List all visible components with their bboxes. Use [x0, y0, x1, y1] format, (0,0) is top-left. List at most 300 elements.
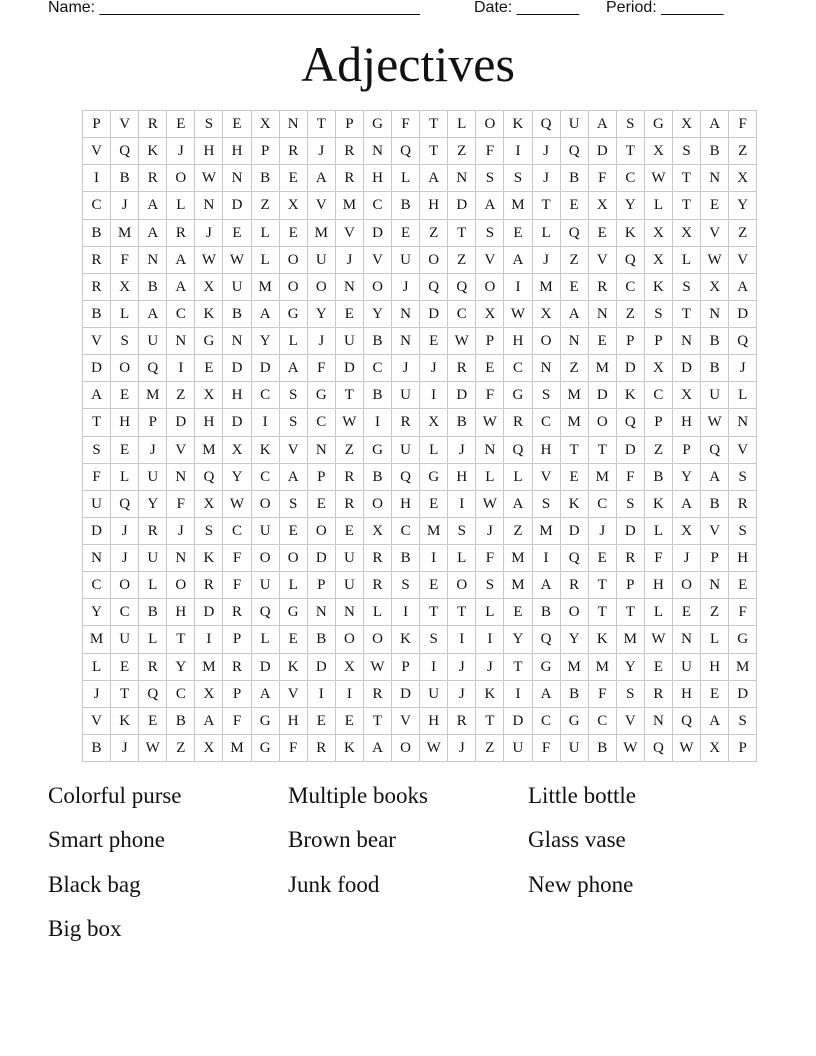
grid-cell[interactable]: G: [279, 599, 307, 626]
grid-cell[interactable]: B: [392, 545, 420, 572]
grid-cell[interactable]: W: [701, 409, 729, 436]
grid-cell[interactable]: A: [139, 219, 167, 246]
grid-cell[interactable]: P: [251, 138, 279, 165]
grid-cell[interactable]: P: [223, 626, 251, 653]
grid-cell[interactable]: Z: [476, 734, 504, 761]
grid-cell[interactable]: O: [476, 273, 504, 300]
grid-cell[interactable]: H: [420, 707, 448, 734]
grid-cell[interactable]: U: [251, 517, 279, 544]
grid-cell[interactable]: P: [616, 328, 644, 355]
grid-cell[interactable]: M: [560, 409, 588, 436]
grid-cell[interactable]: X: [644, 355, 672, 382]
name-field-label[interactable]: Name: ____________________________________: [48, 0, 420, 16]
grid-cell[interactable]: Q: [560, 545, 588, 572]
grid-cell[interactable]: F: [588, 680, 616, 707]
grid-cell[interactable]: I: [363, 409, 391, 436]
grid-cell[interactable]: P: [307, 463, 335, 490]
grid-cell[interactable]: B: [588, 734, 616, 761]
grid-cell[interactable]: K: [616, 219, 644, 246]
grid-cell[interactable]: L: [111, 300, 139, 327]
grid-cell[interactable]: I: [195, 626, 223, 653]
grid-cell[interactable]: B: [83, 219, 111, 246]
grid-cell[interactable]: E: [111, 382, 139, 409]
grid-cell[interactable]: C: [251, 463, 279, 490]
grid-cell[interactable]: V: [701, 517, 729, 544]
grid-cell[interactable]: U: [83, 490, 111, 517]
grid-cell[interactable]: R: [83, 246, 111, 273]
grid-cell[interactable]: K: [195, 300, 223, 327]
grid-cell[interactable]: J: [307, 138, 335, 165]
grid-cell[interactable]: E: [644, 653, 672, 680]
grid-cell[interactable]: F: [476, 382, 504, 409]
grid-cell[interactable]: T: [588, 436, 616, 463]
grid-cell[interactable]: S: [476, 219, 504, 246]
grid-cell[interactable]: E: [279, 517, 307, 544]
grid-cell[interactable]: N: [588, 300, 616, 327]
grid-cell[interactable]: A: [672, 490, 700, 517]
grid-cell[interactable]: O: [476, 111, 504, 138]
grid-cell[interactable]: Z: [504, 517, 532, 544]
grid-cell[interactable]: O: [279, 246, 307, 273]
grid-cell[interactable]: O: [560, 599, 588, 626]
grid-cell[interactable]: T: [335, 382, 363, 409]
grid-cell[interactable]: J: [392, 355, 420, 382]
grid-cell[interactable]: S: [616, 680, 644, 707]
grid-cell[interactable]: K: [560, 490, 588, 517]
grid-cell[interactable]: K: [195, 545, 223, 572]
grid-cell[interactable]: E: [279, 165, 307, 192]
grid-cell[interactable]: E: [560, 273, 588, 300]
grid-cell[interactable]: R: [729, 490, 757, 517]
grid-cell[interactable]: D: [729, 300, 757, 327]
grid-cell[interactable]: G: [644, 111, 672, 138]
grid-cell[interactable]: R: [223, 599, 251, 626]
grid-cell[interactable]: F: [476, 138, 504, 165]
grid-cell[interactable]: B: [363, 328, 391, 355]
grid-cell[interactable]: B: [363, 382, 391, 409]
grid-cell[interactable]: R: [335, 463, 363, 490]
grid-cell[interactable]: K: [392, 626, 420, 653]
grid-cell[interactable]: G: [532, 653, 560, 680]
grid-cell[interactable]: V: [335, 219, 363, 246]
grid-cell[interactable]: L: [83, 653, 111, 680]
grid-cell[interactable]: U: [139, 463, 167, 490]
grid-cell[interactable]: W: [223, 246, 251, 273]
grid-cell[interactable]: H: [672, 680, 700, 707]
grid-cell[interactable]: Z: [729, 138, 757, 165]
grid-cell[interactable]: Z: [701, 599, 729, 626]
grid-cell[interactable]: H: [195, 138, 223, 165]
grid-cell[interactable]: X: [644, 246, 672, 273]
grid-cell[interactable]: F: [279, 734, 307, 761]
grid-cell[interactable]: E: [139, 707, 167, 734]
grid-cell[interactable]: O: [251, 490, 279, 517]
grid-cell[interactable]: O: [448, 572, 476, 599]
grid-cell[interactable]: Z: [560, 355, 588, 382]
grid-cell[interactable]: D: [83, 355, 111, 382]
grid-cell[interactable]: S: [729, 707, 757, 734]
grid-cell[interactable]: N: [560, 328, 588, 355]
grid-cell[interactable]: C: [83, 192, 111, 219]
grid-cell[interactable]: O: [363, 626, 391, 653]
grid-cell[interactable]: U: [335, 545, 363, 572]
grid-cell[interactable]: C: [504, 355, 532, 382]
grid-cell[interactable]: M: [251, 273, 279, 300]
grid-cell[interactable]: A: [139, 192, 167, 219]
grid-cell[interactable]: J: [448, 734, 476, 761]
grid-cell[interactable]: Q: [420, 273, 448, 300]
grid-cell[interactable]: J: [392, 273, 420, 300]
grid-cell[interactable]: X: [195, 382, 223, 409]
grid-cell[interactable]: Y: [223, 463, 251, 490]
period-field-label[interactable]: Period: _______: [606, 0, 724, 16]
grid-cell[interactable]: X: [729, 165, 757, 192]
grid-cell[interactable]: N: [729, 409, 757, 436]
grid-cell[interactable]: W: [644, 626, 672, 653]
grid-cell[interactable]: C: [167, 300, 195, 327]
grid-cell[interactable]: J: [335, 246, 363, 273]
grid-cell[interactable]: E: [476, 355, 504, 382]
grid-cell[interactable]: M: [532, 273, 560, 300]
grid-cell[interactable]: S: [476, 165, 504, 192]
grid-cell[interactable]: V: [307, 192, 335, 219]
grid-cell[interactable]: Q: [672, 707, 700, 734]
grid-cell[interactable]: T: [448, 219, 476, 246]
grid-cell[interactable]: J: [167, 138, 195, 165]
grid-cell[interactable]: K: [251, 436, 279, 463]
grid-cell[interactable]: B: [644, 463, 672, 490]
grid-cell[interactable]: Y: [672, 463, 700, 490]
grid-cell[interactable]: Y: [504, 626, 532, 653]
grid-cell[interactable]: C: [616, 165, 644, 192]
grid-cell[interactable]: M: [420, 517, 448, 544]
grid-cell[interactable]: J: [111, 517, 139, 544]
grid-cell[interactable]: W: [644, 165, 672, 192]
grid-cell[interactable]: E: [504, 219, 532, 246]
grid-cell[interactable]: J: [195, 219, 223, 246]
grid-cell[interactable]: J: [307, 328, 335, 355]
grid-cell[interactable]: F: [644, 545, 672, 572]
grid-cell[interactable]: J: [476, 653, 504, 680]
grid-cell[interactable]: R: [223, 653, 251, 680]
grid-cell[interactable]: C: [588, 707, 616, 734]
grid-cell[interactable]: U: [139, 545, 167, 572]
grid-cell[interactable]: Y: [251, 328, 279, 355]
grid-cell[interactable]: S: [616, 490, 644, 517]
grid-cell[interactable]: Y: [729, 192, 757, 219]
grid-cell[interactable]: F: [729, 599, 757, 626]
grid-cell[interactable]: J: [532, 165, 560, 192]
grid-cell[interactable]: E: [335, 707, 363, 734]
grid-cell[interactable]: N: [392, 328, 420, 355]
grid-cell[interactable]: D: [83, 517, 111, 544]
grid-cell[interactable]: P: [644, 328, 672, 355]
grid-cell[interactable]: D: [363, 219, 391, 246]
grid-cell[interactable]: E: [392, 219, 420, 246]
grid-cell[interactable]: G: [560, 707, 588, 734]
grid-cell[interactable]: Z: [448, 138, 476, 165]
grid-cell[interactable]: L: [251, 246, 279, 273]
grid-cell[interactable]: R: [560, 572, 588, 599]
grid-cell[interactable]: J: [588, 517, 616, 544]
grid-cell[interactable]: Y: [307, 300, 335, 327]
grid-cell[interactable]: V: [392, 707, 420, 734]
grid-cell[interactable]: W: [195, 165, 223, 192]
grid-cell[interactable]: E: [307, 490, 335, 517]
grid-cell[interactable]: X: [223, 436, 251, 463]
grid-cell[interactable]: F: [588, 165, 616, 192]
grid-cell[interactable]: H: [504, 328, 532, 355]
grid-cell[interactable]: J: [532, 138, 560, 165]
grid-cell[interactable]: W: [504, 300, 532, 327]
grid-cell[interactable]: N: [223, 165, 251, 192]
grid-cell[interactable]: U: [560, 734, 588, 761]
grid-cell[interactable]: R: [448, 355, 476, 382]
grid-cell[interactable]: F: [616, 463, 644, 490]
grid-cell[interactable]: D: [729, 680, 757, 707]
grid-cell[interactable]: N: [223, 328, 251, 355]
grid-cell[interactable]: D: [223, 355, 251, 382]
grid-cell[interactable]: E: [560, 463, 588, 490]
grid-cell[interactable]: D: [588, 382, 616, 409]
grid-cell[interactable]: N: [672, 328, 700, 355]
grid-cell[interactable]: K: [644, 490, 672, 517]
grid-cell[interactable]: A: [701, 111, 729, 138]
grid-cell[interactable]: E: [560, 192, 588, 219]
grid-cell[interactable]: O: [392, 734, 420, 761]
grid-cell[interactable]: U: [223, 273, 251, 300]
grid-cell[interactable]: R: [504, 409, 532, 436]
grid-cell[interactable]: C: [532, 409, 560, 436]
grid-cell[interactable]: A: [476, 192, 504, 219]
grid-cell[interactable]: A: [167, 246, 195, 273]
grid-cell[interactable]: J: [83, 680, 111, 707]
grid-cell[interactable]: S: [448, 517, 476, 544]
grid-cell[interactable]: X: [195, 490, 223, 517]
grid-cell[interactable]: Z: [167, 382, 195, 409]
grid-cell[interactable]: L: [448, 545, 476, 572]
grid-cell[interactable]: C: [307, 409, 335, 436]
grid-cell[interactable]: K: [616, 382, 644, 409]
grid-cell[interactable]: Q: [251, 599, 279, 626]
grid-cell[interactable]: X: [476, 300, 504, 327]
grid-cell[interactable]: X: [672, 382, 700, 409]
grid-cell[interactable]: H: [167, 599, 195, 626]
grid-cell[interactable]: E: [420, 328, 448, 355]
grid-cell[interactable]: E: [672, 599, 700, 626]
grid-cell[interactable]: T: [420, 599, 448, 626]
grid-cell[interactable]: X: [335, 653, 363, 680]
grid-cell[interactable]: Z: [167, 734, 195, 761]
grid-cell[interactable]: U: [701, 382, 729, 409]
grid-cell[interactable]: D: [504, 707, 532, 734]
grid-cell[interactable]: B: [392, 192, 420, 219]
grid-cell[interactable]: Q: [392, 463, 420, 490]
grid-cell[interactable]: B: [307, 626, 335, 653]
grid-cell[interactable]: U: [139, 328, 167, 355]
grid-cell[interactable]: Z: [420, 219, 448, 246]
grid-cell[interactable]: X: [644, 219, 672, 246]
grid-cell[interactable]: D: [616, 436, 644, 463]
grid-cell[interactable]: O: [167, 165, 195, 192]
grid-cell[interactable]: F: [111, 246, 139, 273]
grid-cell[interactable]: L: [363, 599, 391, 626]
grid-cell[interactable]: S: [279, 490, 307, 517]
grid-cell[interactable]: M: [504, 192, 532, 219]
grid-cell[interactable]: Y: [83, 599, 111, 626]
grid-cell[interactable]: I: [504, 273, 532, 300]
grid-cell[interactable]: A: [279, 355, 307, 382]
grid-cell[interactable]: X: [420, 409, 448, 436]
grid-cell[interactable]: A: [588, 111, 616, 138]
grid-cell[interactable]: N: [139, 246, 167, 273]
grid-cell[interactable]: D: [195, 599, 223, 626]
grid-cell[interactable]: V: [167, 436, 195, 463]
grid-cell[interactable]: A: [251, 300, 279, 327]
grid-cell[interactable]: L: [392, 165, 420, 192]
grid-cell[interactable]: A: [279, 463, 307, 490]
grid-cell[interactable]: M: [616, 626, 644, 653]
grid-cell[interactable]: P: [616, 572, 644, 599]
grid-cell[interactable]: V: [279, 436, 307, 463]
grid-cell[interactable]: V: [83, 707, 111, 734]
grid-cell[interactable]: X: [195, 734, 223, 761]
grid-cell[interactable]: I: [448, 626, 476, 653]
grid-cell[interactable]: H: [448, 463, 476, 490]
grid-cell[interactable]: I: [504, 138, 532, 165]
grid-cell[interactable]: O: [532, 328, 560, 355]
grid-cell[interactable]: S: [392, 572, 420, 599]
grid-cell[interactable]: D: [448, 382, 476, 409]
grid-cell[interactable]: A: [83, 382, 111, 409]
grid-cell[interactable]: M: [588, 653, 616, 680]
grid-cell[interactable]: J: [167, 517, 195, 544]
grid-cell[interactable]: R: [363, 572, 391, 599]
grid-cell[interactable]: A: [504, 490, 532, 517]
grid-cell[interactable]: P: [307, 572, 335, 599]
grid-cell[interactable]: L: [420, 436, 448, 463]
grid-cell[interactable]: X: [672, 517, 700, 544]
grid-cell[interactable]: W: [363, 653, 391, 680]
grid-cell[interactable]: R: [335, 165, 363, 192]
grid-cell[interactable]: W: [701, 246, 729, 273]
grid-cell[interactable]: Y: [139, 490, 167, 517]
grid-cell[interactable]: L: [729, 382, 757, 409]
grid-cell[interactable]: F: [223, 707, 251, 734]
grid-cell[interactable]: A: [701, 463, 729, 490]
grid-cell[interactable]: I: [420, 382, 448, 409]
grid-cell[interactable]: R: [335, 138, 363, 165]
grid-cell[interactable]: T: [167, 626, 195, 653]
grid-cell[interactable]: I: [532, 545, 560, 572]
grid-cell[interactable]: K: [476, 680, 504, 707]
grid-cell[interactable]: G: [251, 734, 279, 761]
grid-cell[interactable]: Q: [560, 219, 588, 246]
grid-cell[interactable]: Q: [532, 626, 560, 653]
grid-cell[interactable]: N: [701, 572, 729, 599]
grid-cell[interactable]: Q: [644, 734, 672, 761]
grid-cell[interactable]: X: [279, 192, 307, 219]
grid-cell[interactable]: U: [420, 680, 448, 707]
grid-cell[interactable]: C: [83, 572, 111, 599]
grid-cell[interactable]: G: [279, 300, 307, 327]
grid-cell[interactable]: M: [195, 653, 223, 680]
grid-cell[interactable]: X: [644, 138, 672, 165]
grid-cell[interactable]: I: [448, 490, 476, 517]
grid-cell[interactable]: V: [701, 219, 729, 246]
grid-cell[interactable]: Q: [111, 138, 139, 165]
grid-cell[interactable]: U: [307, 246, 335, 273]
grid-cell[interactable]: G: [729, 626, 757, 653]
grid-cell[interactable]: B: [701, 328, 729, 355]
grid-cell[interactable]: T: [616, 138, 644, 165]
grid-cell[interactable]: M: [729, 653, 757, 680]
grid-cell[interactable]: S: [729, 463, 757, 490]
grid-cell[interactable]: S: [420, 626, 448, 653]
grid-cell[interactable]: G: [363, 111, 391, 138]
grid-cell[interactable]: C: [363, 355, 391, 382]
grid-cell[interactable]: R: [335, 490, 363, 517]
grid-cell[interactable]: E: [588, 219, 616, 246]
grid-cell[interactable]: M: [588, 355, 616, 382]
grid-cell[interactable]: Z: [616, 300, 644, 327]
grid-cell[interactable]: D: [588, 138, 616, 165]
grid-cell[interactable]: O: [588, 409, 616, 436]
grid-cell[interactable]: R: [448, 707, 476, 734]
grid-cell[interactable]: W: [616, 734, 644, 761]
grid-cell[interactable]: V: [279, 680, 307, 707]
grid-cell[interactable]: V: [532, 463, 560, 490]
grid-cell[interactable]: J: [532, 246, 560, 273]
grid-cell[interactable]: E: [420, 490, 448, 517]
grid-cell[interactable]: B: [701, 355, 729, 382]
grid-cell[interactable]: N: [448, 165, 476, 192]
grid-cell[interactable]: D: [560, 517, 588, 544]
grid-cell[interactable]: F: [532, 734, 560, 761]
grid-cell[interactable]: I: [335, 680, 363, 707]
grid-cell[interactable]: S: [111, 328, 139, 355]
grid-cell[interactable]: U: [392, 246, 420, 273]
grid-cell[interactable]: D: [223, 409, 251, 436]
grid-cell[interactable]: V: [616, 707, 644, 734]
grid-cell[interactable]: E: [701, 192, 729, 219]
grid-cell[interactable]: W: [139, 734, 167, 761]
grid-cell[interactable]: L: [279, 572, 307, 599]
grid-cell[interactable]: R: [83, 273, 111, 300]
grid-cell[interactable]: G: [195, 328, 223, 355]
grid-cell[interactable]: N: [392, 300, 420, 327]
grid-cell[interactable]: N: [363, 138, 391, 165]
grid-cell[interactable]: A: [307, 165, 335, 192]
grid-cell[interactable]: Q: [616, 409, 644, 436]
grid-cell[interactable]: T: [420, 111, 448, 138]
grid-cell[interactable]: V: [83, 138, 111, 165]
grid-cell[interactable]: G: [363, 436, 391, 463]
grid-cell[interactable]: L: [701, 626, 729, 653]
grid-cell[interactable]: B: [448, 409, 476, 436]
date-field-label[interactable]: Date: _______: [474, 0, 579, 16]
grid-cell[interactable]: N: [167, 545, 195, 572]
grid-cell[interactable]: D: [223, 192, 251, 219]
grid-cell[interactable]: N: [701, 165, 729, 192]
grid-cell[interactable]: M: [111, 219, 139, 246]
grid-cell[interactable]: M: [223, 734, 251, 761]
grid-cell[interactable]: T: [672, 192, 700, 219]
grid-cell[interactable]: W: [476, 409, 504, 436]
grid-cell[interactable]: S: [532, 490, 560, 517]
grid-cell[interactable]: A: [504, 246, 532, 273]
grid-cell[interactable]: L: [644, 517, 672, 544]
